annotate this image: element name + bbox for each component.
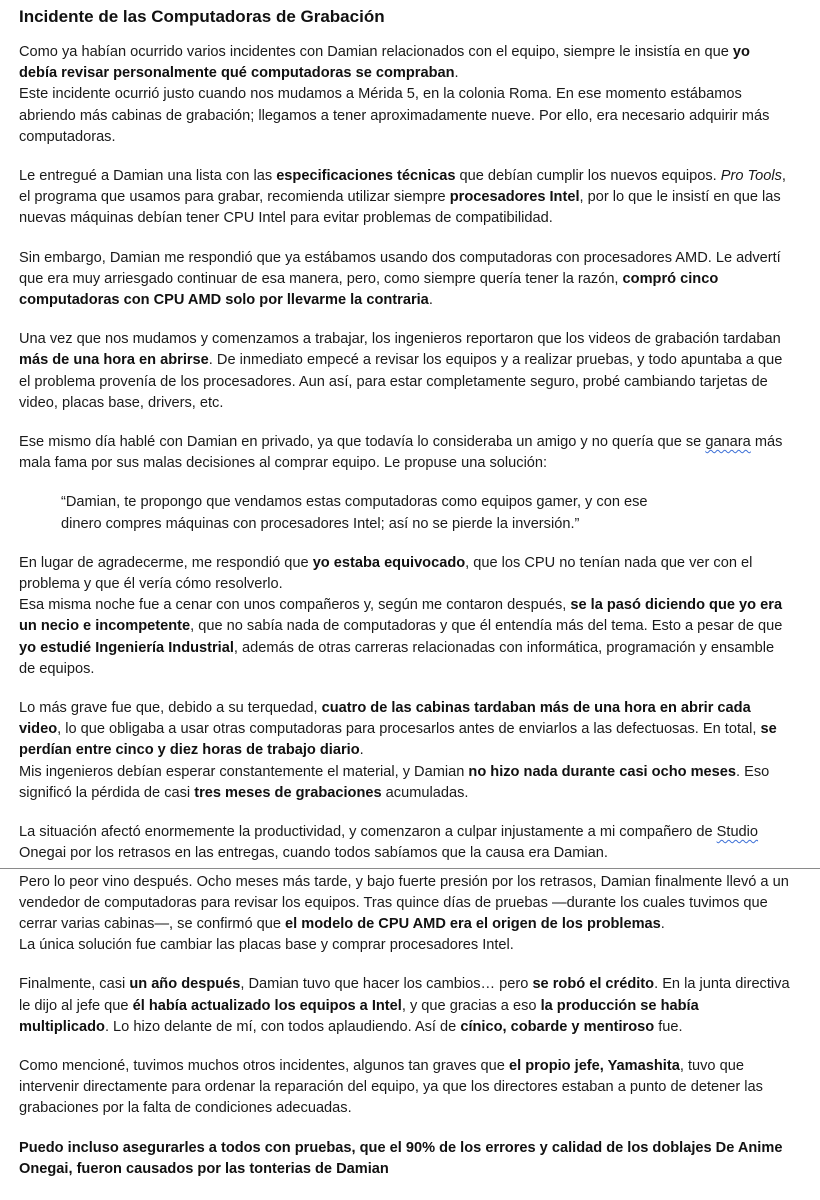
emphasis: el modelo de CPU AMD era el origen de los problemas — [285, 915, 661, 932]
paragraph-6: En lugar de agradecerme, me respondió que yo estaba equivocado, que los CPU no tenían nada que ver con el problema y que él vería cómo resolverlo. — [19, 554, 753, 593]
paragraph-1: Como ya habían ocurrido varios incidentes con Damian relacionados con el equipo, siempre le insistía en que yo debía revisar personalmente qué computadoras se compraban. — [19, 44, 750, 82]
paragraph-8: La situación afectó enormemente la productividad, y comenzaron a culpar injustamente a mi compañero de Studio Onegai por los retrasos en las entregas, cuando todos sabíamos que la causa era Damian. — [19, 824, 759, 862]
closing-statement — [19, 1138, 790, 1180]
emphasis: yo debía revisar personalmente qué computadoras se compraban — [19, 44, 750, 82]
paragraph-11: Como mencioné, tuvimos muchos otros incidentes, algunos tan graves que el propio jefe, Yamashita, tuvo que intervenir directamente para ordenar la reparación del equipo, ya que los directores estaban a punto de detener las grabaciones por la falta de condiciones adecuadas. — [19, 1057, 763, 1117]
paragraph-5: Ese mismo día hablé con Damian en privado, ya que todavía lo consideraba un amigo y no quería que se ganara más mala fama por sus malas decisiones al comprar equipo. Le propuse una solución: — [19, 434, 783, 472]
emphasis: Puedo incluso asegurarles a todos con pruebas, que el 90% de los errores y calidad de los doblajes De Anime Onegai, fueron causados por las tonterias de Damian — [19, 1139, 783, 1177]
paragraph-6b: Esa misma noche fue a cenar con unos compañeros y, según me contaron después, se la pasó diciendo que yo era un necio e incompetente, que no sabía nada de computadoras y que él entendía más del tema. Esto a pesar de que yo estudié Ingeniería Industrial, además de otras carreras relacionadas con informática, programación y ensamble de equipos. — [19, 597, 783, 677]
emphasis: se perdían entre cinco y diez horas de trabajo diario — [19, 721, 777, 759]
paragraph-9: Pero lo peor vino después. Ocho meses más tarde, y bajo fuerte presión por los retrasos, Damian finalmente llevó a un vendedor de computadoras para revisar los equipos. Tras quince días de pruebas —durante los cuales tuvimos que cerrar varias cabinas—, se confirmó que el modelo de CPU AMD era el origen de los problemas. — [19, 873, 789, 932]
paragraph-7b: Mis ingenieros debían esperar constantemente el material, y Damian no hizo nada durante casi ocho meses. Eso significó la pérdida de casi tres meses de grabaciones acumuladas. — [19, 763, 770, 801]
emphasis: yo estaba equivocado — [312, 554, 466, 571]
emphasis: el propio jefe, Yamashita — [508, 1057, 680, 1074]
paragraph-10: Finalmente, casi un año después, Damian tuvo que hacer los cambios… pero se robó el crédito. En la junta directiva le dijo al jefe que él había actualizado los equipos a Intel, y que gracias a eso la producción se había multiplicado. Lo hizo delante de mí, con todos aplaudiendo. Así de cínico, cobarde y mentiroso fue. — [19, 976, 790, 1035]
paragraph-9b: La única solución fue cambiar las placas base y comprar procesadores Intel. — [19, 937, 514, 954]
emphasis: se la pasó diciendo que yo era un necio e incompetente — [19, 597, 783, 635]
paragraph-7: Lo más grave fue que, debido a su terquedad, cuatro de las cabinas tardaban más de una hora en abrir cada video, lo que obligaba a usar otras computadoras para procesarlos antes de enviarlos a las defectuosas. En total, se perdían entre cinco y diez horas de trabajo diario. — [19, 700, 777, 759]
emphasis: más de una hora en abrirse — [19, 352, 209, 369]
block-quote: “Damian, te propongo que vendamos estas computadoras como equipos gamer, y con ese dinero compres máquinas con procesadores Intel; así no se pierde la inversión.” — [61, 494, 648, 532]
emphasis: procesadores Intel — [449, 189, 580, 206]
emphasis: él había actualizado los equipos a Intel — [132, 997, 402, 1014]
emphasis: no hizo nada durante casi ocho meses — [468, 763, 737, 780]
emphasis: tres meses de grabaciones — [194, 784, 382, 801]
paragraph-2: Le entregué a Damian una lista con las especificaciones técnicas que debían cumplir los nuevos equipos. Pro Tools, el programa que usamos para grabar, recomienda utilizar siempre procesadores Intel, por lo que le insistí en que las nuevas máquinas debían tener CPU Intel para evitar problemas de compatibilidad. — [19, 168, 786, 227]
paragraph-1b: Este incidente ocurrió justo cuando nos mudamos a Mérida 5, en la colonia Roma. En ese momento estábamos abriendo más cabinas de grabación; llegamos a tener aproximadamente nueve. Por ello, era necesario adquirir más computadoras. — [19, 86, 770, 145]
emphasis: compró cinco computadoras con CPU AMD solo por llevarme la contraria — [19, 270, 719, 309]
emphasis: yo estudié Ingeniería Industrial — [19, 639, 234, 656]
emphasis: se robó el crédito — [532, 976, 655, 993]
paragraph-4: Una vez que nos mudamos y comenzamos a trabajar, los ingenieros reportaron que los videos de grabación tardaban más de una hora en abrirse. De inmediato empecé a revisar los equipos y a realizar pruebas, y todo apuntaba a que el problema provenía de los procesadores. Aun así, para estar completamente seguro, probé cambiando tarjetas de video, placas base, drivers, etc. — [19, 331, 783, 411]
paragraph-3: Sin embargo, Damian me respondió que ya estábamos usando dos computadoras con procesadores AMD. Le advertí que era muy arriesgado continuar de esa manera, pero, como siempre quería tener la razón, compró cinco computadoras con CPU AMD solo por llevarme la contraria. — [19, 249, 781, 309]
page-separator — [0, 868, 820, 869]
software-name: Pro Tools — [720, 168, 782, 185]
spellcheck-underline[interactable]: ganara — [705, 434, 751, 451]
spellcheck-underline[interactable]: Studio — [716, 824, 759, 841]
emphasis: cuatro de las cabinas tardaban más de una hora en abrir cada video — [19, 700, 751, 738]
emphasis: la producción se había multiplicado — [19, 997, 699, 1035]
emphasis: cínico, cobarde y mentiroso — [460, 1018, 655, 1035]
document-title: Incidente de las Computadoras de Grabación — [19, 7, 385, 26]
emphasis: especificaciones técnicas — [276, 168, 456, 185]
emphasis: un año después — [129, 976, 241, 993]
